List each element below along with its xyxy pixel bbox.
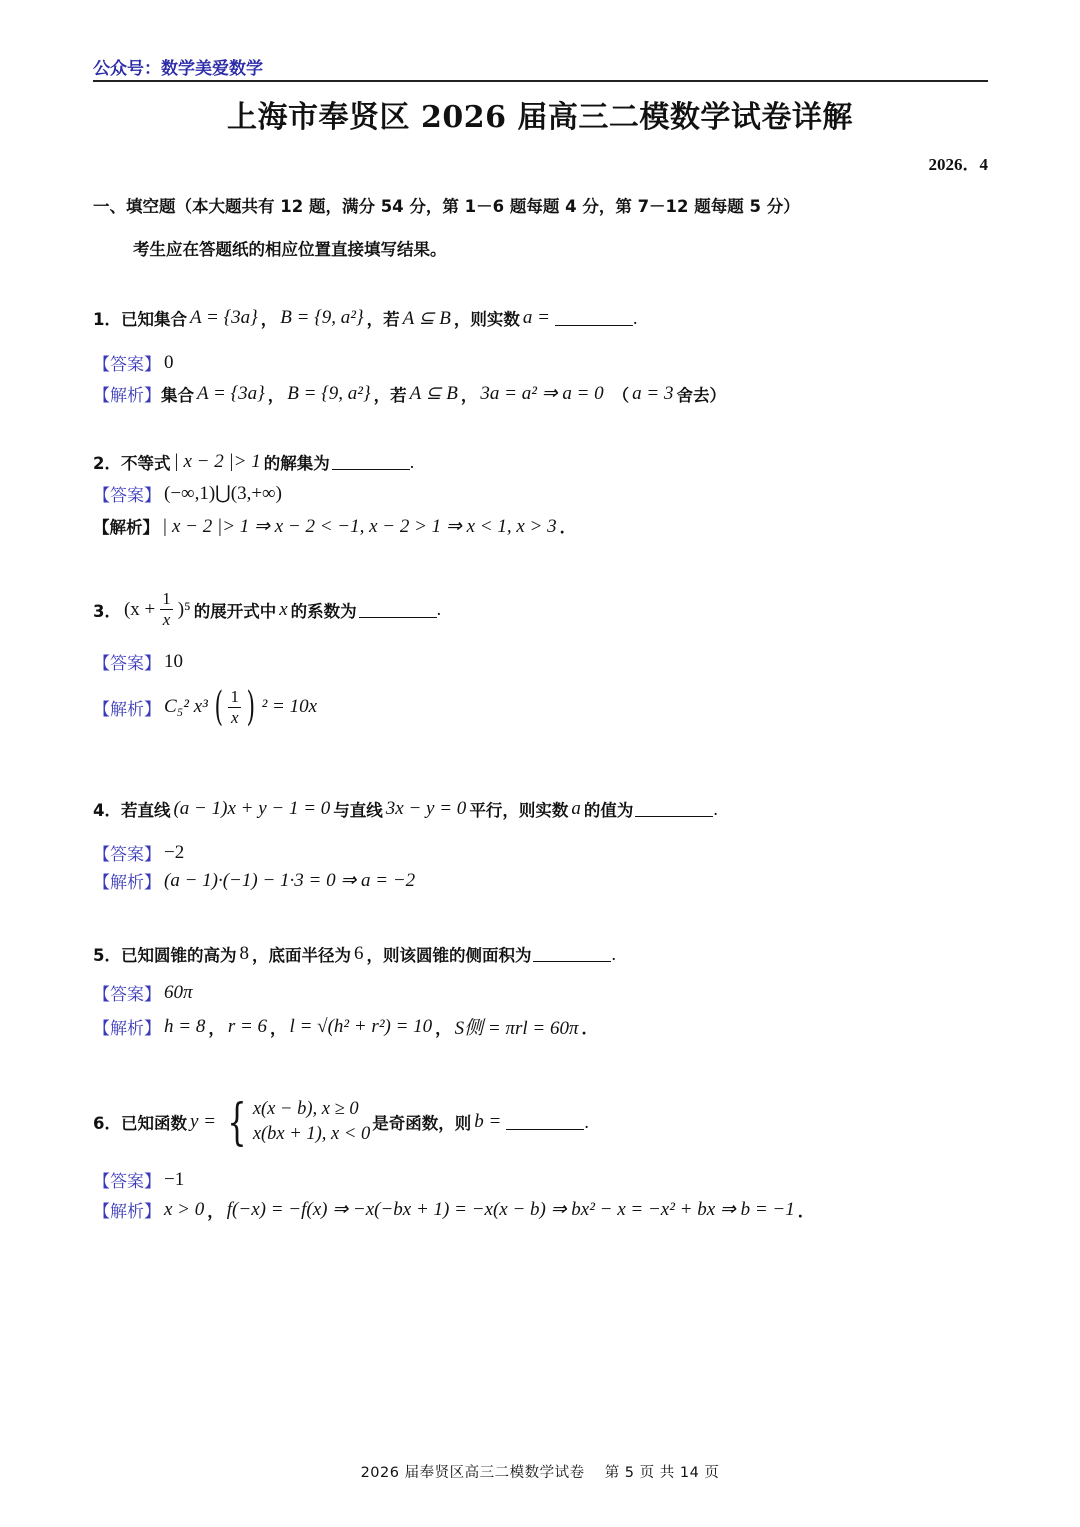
fraction-denominator: x <box>230 707 239 727</box>
fraction <box>228 687 241 728</box>
answer-3 <box>93 649 186 674</box>
answer-label: 【答案】 <box>93 845 161 865</box>
answer-4 <box>93 840 187 865</box>
question-text: 已知圆锥的高为 <box>120 946 237 965</box>
answer-label: 【答案】 <box>93 985 161 1005</box>
math-expression: S侧 = πrl = 60π <box>454 1018 579 1039</box>
question-text: 的解集为 <box>263 454 330 473</box>
math-expression: | x − 2 |> 1 <box>173 451 261 472</box>
answer-value: (−∞,1)⋃(3,+∞) <box>164 483 282 504</box>
answer-1 <box>93 350 177 375</box>
answer-label: 【答案】 <box>93 486 161 506</box>
analysis-text: ，若 <box>373 385 407 405</box>
question-text: ， <box>260 310 278 329</box>
question-2: 2． 不等式 | x − 2 |> 1 的解集为 . <box>93 451 415 473</box>
question-text: ，若 <box>366 310 400 329</box>
piecewise-case: x(bx + 1), x < 0 <box>252 1124 371 1144</box>
left-brace: { <box>227 1093 247 1151</box>
analysis-label: 【解析】 <box>93 873 161 893</box>
answer-blank <box>359 602 437 618</box>
math-expression: B = {9, a²} <box>280 307 364 328</box>
fraction-denominator: x <box>162 610 171 629</box>
math-expression: x <box>279 598 288 620</box>
math-expression: 6 <box>353 943 364 964</box>
math-expression: A ⊆ B <box>402 307 451 329</box>
answer-5 <box>93 980 196 1005</box>
question-text: 已知集合 <box>120 310 187 329</box>
math-expression: a = 3 <box>632 382 674 404</box>
math-expression: A ⊆ B <box>409 383 458 404</box>
question-5: 5． 已知圆锥的高为 8 ，底面半径为 6 ，则该圆锥的侧面积为 . <box>93 943 616 965</box>
math-expression: ² = 10x <box>261 696 318 717</box>
question-4: 4． 若直线 (a − 1)x + y − 1 = 0 与直线 3x − y = 0 平行，则实数 a 的值为 . <box>93 798 718 820</box>
math-expression: (a − 1)·(−1) − 1·3 = 0 ⇒ a = −2 <box>164 870 416 891</box>
analysis-label: 【解析】 <box>93 1019 161 1039</box>
question-text: ，则实数 <box>453 310 520 329</box>
question-text: 是奇函数，则 <box>372 1114 472 1133</box>
question-number: 6． <box>93 1114 121 1133</box>
question-1: 1． 已知集合 A = {3a} ， B = {9, a²} ，若 A ⊆ B ，则实数 a = . <box>93 307 638 329</box>
analysis-3: 【解析】 C₅² x³ ( $\frac{1}{x}$ ) ² = 10x <box>93 682 320 732</box>
analysis-label: 【解析】 <box>93 1202 161 1222</box>
analysis-text: ， <box>207 1201 224 1221</box>
math-expression: A = {3a} <box>197 382 265 404</box>
question-3: 3． (x + $\frac{1}{x}$ )⁵ 的展开式中 x 的系数为 . <box>93 589 442 629</box>
question-number: 3． <box>93 601 121 621</box>
math-expression: (a − 1)x + y − 1 = 0 <box>173 798 331 819</box>
header-divider <box>93 80 988 82</box>
question-number: 4． <box>93 801 121 820</box>
answer-blank <box>506 1114 584 1130</box>
analysis-text: ， <box>208 1018 225 1038</box>
answer-blank <box>533 946 611 962</box>
piecewise-function <box>221 1093 371 1151</box>
answer-label: 【答案】 <box>93 1172 161 1192</box>
analysis-label: 【解析】 <box>93 699 161 720</box>
analysis-4 <box>93 868 418 893</box>
answer-label: 【答案】 <box>93 654 161 674</box>
question-text: ，底面半径为 <box>251 946 351 965</box>
math-expression: (x + <box>123 598 156 620</box>
question-text: 的系数为 <box>290 601 357 621</box>
math-expression: f(−x) = −f(x) ⇒ −x(−bx + 1) = −x(x − b) ⇒ bx² − x = −x² + bx ⇒ b = −1 <box>226 1199 795 1220</box>
analysis-6 <box>93 1197 814 1222</box>
math-expression: y = <box>189 1111 216 1132</box>
math-expression: A = {3a} <box>189 307 258 328</box>
math-expression: )⁵ <box>177 598 191 620</box>
question-text: ，则该圆锥的侧面积为 <box>366 946 532 965</box>
analysis-label: 【解析】 <box>93 386 161 406</box>
question-text: 已知函数 <box>120 1114 187 1133</box>
math-expression: b = <box>474 1111 502 1132</box>
piecewise-case: x(x − b), x ≥ 0 <box>252 1099 359 1119</box>
answer-blank <box>635 801 713 817</box>
math-expression: a <box>571 798 581 819</box>
analysis-text: 舍去） <box>676 385 726 405</box>
answer-value: 60π <box>164 981 193 1003</box>
analysis-label: 【解析】 <box>93 518 159 537</box>
analysis-5 <box>93 1013 598 1040</box>
analysis-text: 集合 <box>161 385 194 405</box>
analysis-text: ， <box>460 385 478 405</box>
analysis-text: （ <box>612 385 630 405</box>
question-text: 不等式 <box>120 454 171 473</box>
answer-value: 0 <box>164 351 174 373</box>
question-number: 5． <box>93 946 121 965</box>
answer-6 <box>93 1167 187 1192</box>
analysis-text: ． <box>581 1018 599 1038</box>
analysis-2 <box>93 514 576 538</box>
question-text: 平行，则实数 <box>469 801 569 820</box>
question-number: 2． <box>93 454 121 473</box>
question-6: 6． 已知函数 y = { x(x − b), x ≥ 0 x(bx + 1), x < 0 是奇函数，则 b = . <box>93 1093 589 1151</box>
analysis-text: ． <box>559 518 577 537</box>
header-brand: 公众号：数学美爱数学 <box>93 59 263 79</box>
answer-value: 10 <box>164 650 183 672</box>
exam-date: 2026．4 <box>928 155 988 174</box>
math-expression: a = <box>522 307 550 328</box>
answer-blank <box>332 454 410 470</box>
analysis-text: ， <box>270 1018 287 1038</box>
answer-value: −1 <box>164 1168 185 1190</box>
math-expression: r = 6 <box>227 1015 268 1037</box>
question-number: 1． <box>93 310 121 329</box>
math-expression: | x − 2 |> 1 ⇒ x − 2 < −1, x − 2 > 1 ⇒ x < 1, x > 3 <box>162 515 557 537</box>
question-text: 若直线 <box>120 801 171 820</box>
math-expression: C₅² x³ <box>164 696 208 717</box>
math-expression: l = √(h² + r²) = 10 <box>289 1015 433 1037</box>
question-text: 与直线 <box>333 801 383 820</box>
math-expression: h = 8 <box>164 1015 206 1037</box>
math-expression: 8 <box>239 943 249 964</box>
math-expression: B = {9, a²} <box>287 382 371 404</box>
analysis-text: ． <box>797 1201 815 1221</box>
fraction-numerator: 1 <box>230 686 239 706</box>
answer-label: 【答案】 <box>93 355 161 375</box>
page-footer: 2026 届奉贤区高三二模数学试卷 第 5 页 共 14 页 <box>360 1465 720 1481</box>
fraction-numerator: 1 <box>162 589 171 608</box>
fraction <box>160 589 173 630</box>
analysis-text: ， <box>267 385 285 405</box>
math-expression: 3x − y = 0 <box>385 798 467 819</box>
analysis-text: ， <box>435 1018 452 1038</box>
section-heading: 一、填空题（本大题共有 12 题，满分 54 分，第 1－6 题每题 4 分，第 7－12 题每题 5 分） <box>93 197 800 216</box>
page-title: 上海市奉贤区 2026 届高三二模数学试卷详解 <box>227 100 853 135</box>
analysis-1 <box>93 381 726 406</box>
section-instruction: 考生应在答题纸的相应位置直接填写结果。 <box>133 240 447 259</box>
math-expression: 3a = a² ⇒ a = 0 <box>480 383 604 404</box>
answer-value: −2 <box>164 841 185 863</box>
question-text: 的展开式中 <box>193 601 277 621</box>
answer-blank <box>555 310 633 326</box>
question-text: 的值为 <box>583 801 634 820</box>
answer-2 <box>93 481 285 506</box>
math-expression: x > 0 <box>164 1198 205 1220</box>
